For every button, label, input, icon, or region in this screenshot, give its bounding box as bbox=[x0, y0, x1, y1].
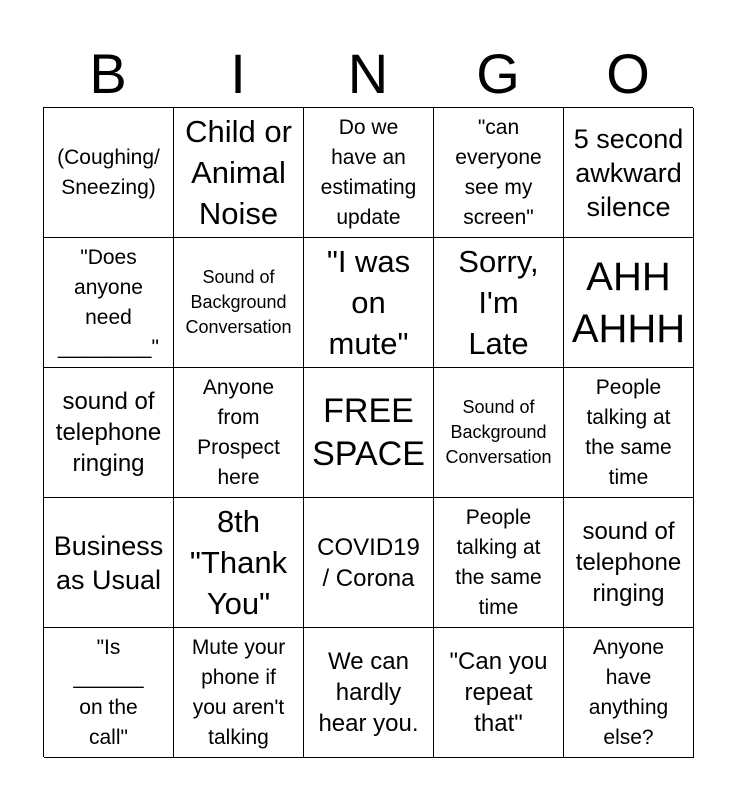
bingo-cell[interactable]: "Is ______ on the call" bbox=[44, 628, 174, 758]
bingo-cell[interactable]: "Can you repeat that" bbox=[434, 628, 564, 758]
bingo-cell[interactable]: Anyone have anything else? bbox=[564, 628, 694, 758]
bingo-header bbox=[43, 44, 693, 104]
header-letter-g: G bbox=[476, 42, 520, 105]
header-letter-o: O bbox=[606, 42, 650, 105]
bingo-cell[interactable]: sound of telephone ringing bbox=[44, 368, 174, 498]
bingo-cell[interactable]: 5 second awkward silence bbox=[564, 108, 694, 238]
bingo-cell[interactable]: sound of telephone ringing bbox=[564, 498, 694, 628]
bingo-cell[interactable]: We can hardly hear you. bbox=[304, 628, 434, 758]
bingo-cell[interactable]: "can everyone see my screen" bbox=[434, 108, 564, 238]
free-space-cell[interactable]: FREE SPACE bbox=[304, 368, 434, 498]
bingo-cell[interactable]: Do we have an estimating update bbox=[304, 108, 434, 238]
bingo-cell[interactable]: 8th "Thank You" bbox=[174, 498, 304, 628]
bingo-cell[interactable]: Business as Usual bbox=[44, 498, 174, 628]
bingo-cell[interactable]: (Coughing/ Sneezing) bbox=[44, 108, 174, 238]
header-letter-n: N bbox=[347, 42, 389, 105]
bingo-cell[interactable]: AHH AHHH bbox=[564, 238, 694, 368]
bingo-cell[interactable]: Anyone from Prospect here bbox=[174, 368, 304, 498]
bingo-cell[interactable]: People talking at the same time bbox=[564, 368, 694, 498]
bingo-cell[interactable]: Sound of Background Conversation bbox=[174, 238, 304, 368]
bingo-cell[interactable]: People talking at the same time bbox=[434, 498, 564, 628]
header-letter-b: B bbox=[89, 42, 127, 105]
bingo-cell[interactable]: "Does anyone need ________" bbox=[44, 238, 174, 368]
header-letter-i: I bbox=[230, 42, 246, 105]
bingo-cell[interactable]: Sorry, I'm Late bbox=[434, 238, 564, 368]
bingo-cell[interactable]: "I was on mute" bbox=[304, 238, 434, 368]
bingo-cell[interactable]: Sound of Background Conversation bbox=[434, 368, 564, 498]
bingo-cell[interactable]: Child or Animal Noise bbox=[174, 108, 304, 238]
bingo-card-grid bbox=[43, 107, 693, 757]
bingo-cell[interactable]: Mute your phone if you aren't talking bbox=[174, 628, 304, 758]
bingo-cell[interactable]: COVID19 / Corona bbox=[304, 498, 434, 628]
